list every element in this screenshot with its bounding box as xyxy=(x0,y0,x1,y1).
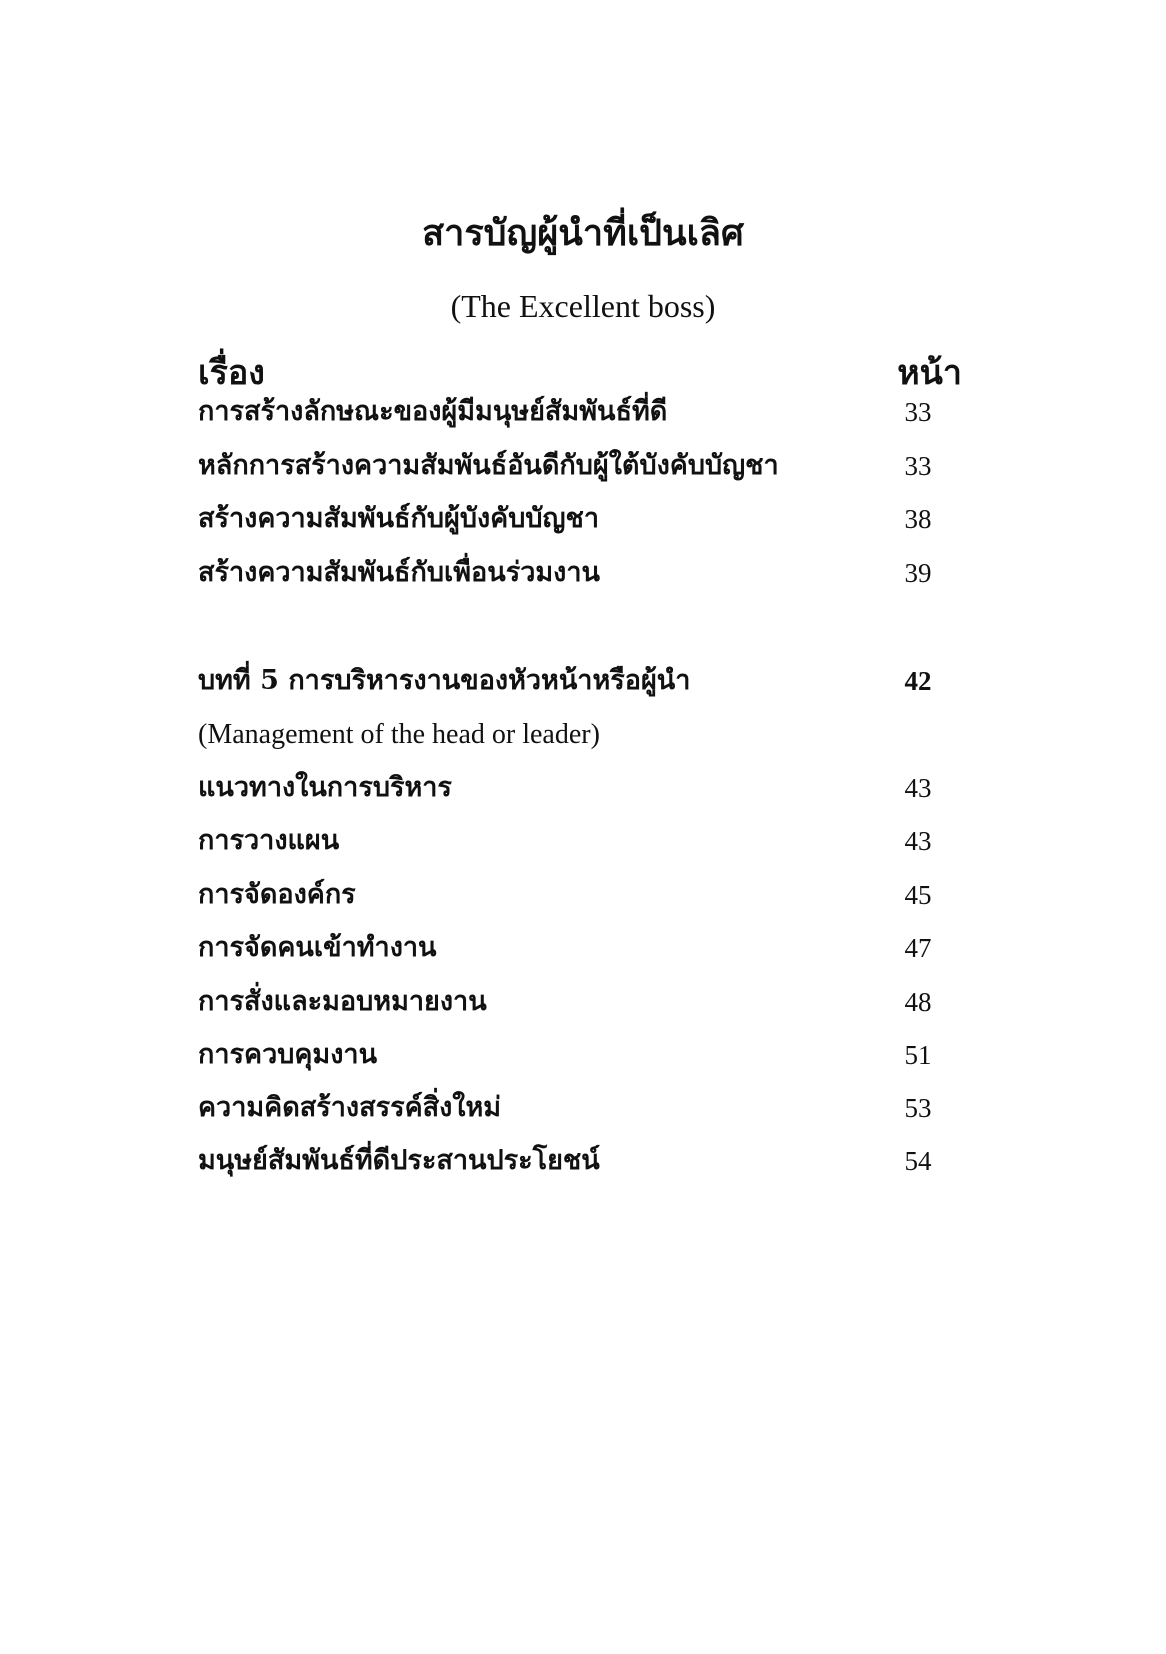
toc-entry-page: 54 xyxy=(904,1146,932,1176)
toc-entry-label: การจัดองค์กร xyxy=(198,879,356,910)
toc-entry-label: แนวทางในการบริหาร xyxy=(198,772,452,803)
toc-entry xyxy=(198,873,962,917)
toc-entry-page: 47 xyxy=(904,933,932,963)
toc-entry-page: 33 xyxy=(904,451,932,481)
toc-entry-page: 43 xyxy=(904,773,932,803)
toc-entry xyxy=(198,1139,962,1183)
toc-entry-page: 43 xyxy=(904,826,932,856)
toc-chapter-english-label: (Management of the head or leader) xyxy=(198,719,600,750)
toc-entry-page: 33 xyxy=(904,397,932,427)
toc-entry-label: การวางแผน xyxy=(198,825,340,856)
toc-entry-label: สร้างความสัมพันธ์กับเพื่อนร่วมงาน xyxy=(198,557,600,588)
toc-entry-page: 53 xyxy=(904,1093,932,1123)
toc-entry-label: การสั่งและมอบหมายงาน xyxy=(198,986,487,1017)
toc-entry-page: 45 xyxy=(904,880,932,910)
toc-entry xyxy=(198,497,962,541)
toc-entry-page: 39 xyxy=(904,558,932,588)
toc-entry-page: 48 xyxy=(904,987,932,1017)
toc-entry xyxy=(198,444,962,488)
toc-entry-label: การสร้างลักษณะของผู้มีมนุษย์สัมพันธ์ที่ดี xyxy=(198,396,668,427)
toc-entry-label: สร้างความสัมพันธ์กับผู้บังคับบัญชา xyxy=(198,503,599,534)
toc-entry-label: การจัดคนเข้าทำงาน xyxy=(198,932,437,963)
toc-entry xyxy=(198,390,962,434)
toc-entry xyxy=(198,926,962,970)
toc-entry-page: 51 xyxy=(904,1040,932,1070)
toc-header-page: หน้า xyxy=(897,353,962,393)
toc-entry xyxy=(198,766,962,810)
toc-chapter-label: บทที่ 5 การบริหารงานของหัวหน้าหรือผู้นำ xyxy=(198,665,691,696)
toc-entry-page: 38 xyxy=(904,504,932,534)
toc-chapter-page: 42 xyxy=(904,666,932,696)
toc-entry xyxy=(198,819,962,863)
toc-subtitle: (The Excellent boss) xyxy=(450,288,716,324)
toc-entry xyxy=(198,1033,962,1077)
toc-entry xyxy=(198,1086,962,1130)
toc-entry-label: การควบคุมงาน xyxy=(198,1039,378,1070)
toc-header-topic: เรื่อง xyxy=(198,353,265,393)
toc-chapter-english xyxy=(198,713,962,757)
toc-chapter xyxy=(198,659,962,703)
toc-entry-label: มนุษย์สัมพันธ์ที่ดีประสานประโยชน์ xyxy=(198,1145,600,1176)
toc-entry xyxy=(198,980,962,1024)
toc-entry-label: ความคิดสร้างสรรค์สิ่งใหม่ xyxy=(198,1092,502,1123)
toc-title: สารบัญผู้นำที่เป็นเลิศ xyxy=(422,212,744,254)
toc-entry-label: หลักการสร้างความสัมพันธ์อันดีกับผู้ใต้บังคับบัญชา xyxy=(198,450,779,481)
toc-entry xyxy=(198,551,962,595)
